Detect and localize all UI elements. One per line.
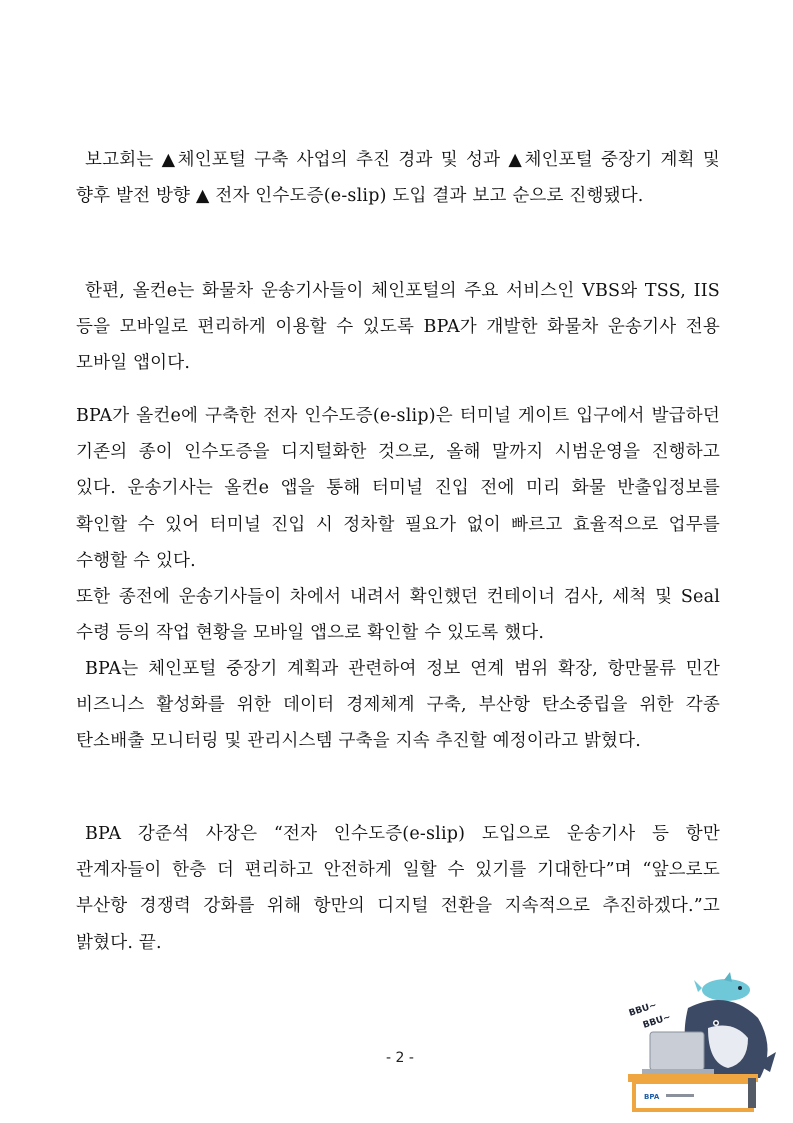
sound-text: BBU~: [627, 1000, 659, 1019]
paragraph-report-agenda: 보고회는 ▲체인포털 구축 사업의 추진 경과 및 성과 ▲체인포털 중장기 계획 및 향후 발전 방향 ▲ 전자 인수도증(e-slip) 도입 결과 보고 순으로 진행됐다.: [76, 150, 720, 207]
whale-mascot-illustration: [598, 968, 778, 1113]
laptop-base: [642, 1069, 714, 1074]
paragraph-allcon-e-intro: 한편, 올컨e는 화물차 운송기사들이 체인포털의 주요 서비스인 VBS와 TSS, IIS 등을 모바일로 편리하게 이용할 수 있도록 BPA가 개발한 화물차 운송기사 전용 모바일 앱이다.: [76, 281, 720, 374]
paragraph-ceo-quote: BPA 강준석 사장은 “전자 인수도증(e-slip) 도입으로 운송기사 등 항만 관계자들이 한층 더 편리하고 안전하게 일할 수 있기를 기대한다”며 “앞으로도 부산항 경쟁력 강화를 위해 항만의 디지털 전환을 지속적으로 추진하겠다.”고 밝혔다. 끝.: [76, 824, 720, 953]
sound-text: BBU~: [641, 1012, 673, 1031]
paragraph-e-slip-description: BPA가 올컨e에 구축한 전자 인수도증(e-slip)은 터미널 게이트 입구에서 발급하던 기존의 종이 인수도증을 디지털화한 것으로, 올해 말까지 시범운영을 진행하고 있다. 운송기사는 올컨e 앱을 통해 터미널 진입 전에 미리 화물 반출입정보를 확인할 수 있어 터미널 진입 시 정차할 필요가 없이 빠르고 효율적으로 업무를 수행할 수 있다.: [76, 406, 720, 571]
logo-tagline: [666, 1094, 694, 1097]
chair-leg: [748, 1078, 756, 1108]
bpa-logo: BPA: [644, 1093, 660, 1101]
paragraph-group-e-slip: [76, 398, 720, 651]
dolphin-tail: [694, 980, 702, 992]
paragraph-bpa-plans: BPA는 체인포털 중장기 계획과 관련하여 정보 연계 범위 확장, 항만물류 민간 비즈니스 활성화를 위한 데이터 경제체계 구축, 부산항 탄소중립을 위한 각종 탄소배출 모니터링 및 관리시스템 구축을 지속 추진할 예정이라고 밝혔다.: [76, 659, 720, 752]
paragraph-container-status: 또한 종전에 운송기사들이 차에서 내려서 확인했던 컨테이너 검사, 세척 및 Seal 수령 등의 작업 현황을 모바일 앱으로 확인할 수 있도록 했다.: [76, 587, 720, 644]
dolphin-body: [702, 979, 750, 1001]
laptop-screen: [650, 1032, 704, 1070]
page-number: - 2 -: [386, 1050, 414, 1066]
dolphin-eye: [738, 986, 742, 990]
